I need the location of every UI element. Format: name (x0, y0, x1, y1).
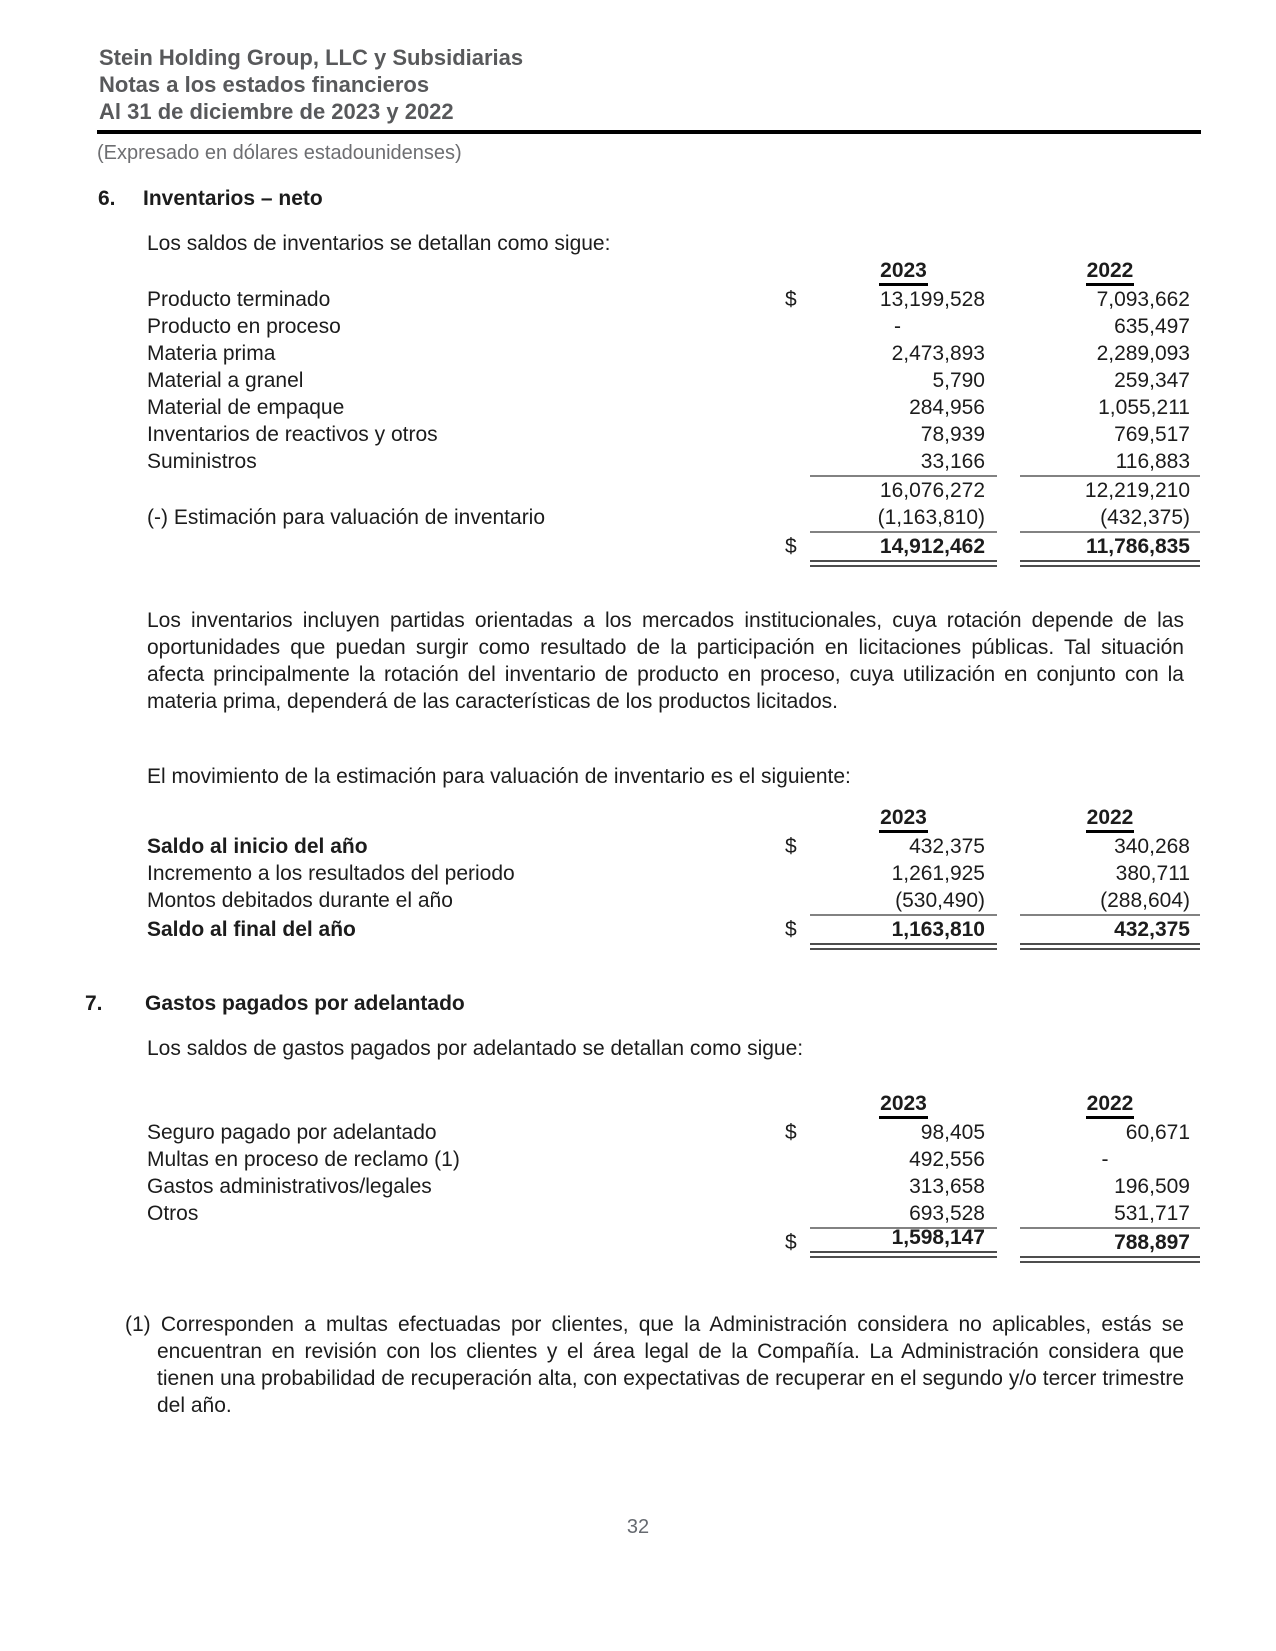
year-2023-header-cell (810, 804, 997, 833)
doc-subtitle: (Expresado en dólares estadounidenses) (97, 142, 462, 164)
row-label: Materia prima (147, 342, 276, 365)
table-row (147, 394, 1276, 421)
doc-title-line3: Al 31 de diciembre de 2023 y 2022 (99, 99, 454, 124)
value-2022: 635,497 (1114, 315, 1190, 338)
total-row (147, 916, 1276, 950)
section-6-title: Inventarios – neto (143, 187, 323, 210)
row-label: Inventarios de reactivos y otros (147, 423, 438, 446)
inventory-paragraph: Los inventarios incluyen partidas orientadas a los mercados institucionales, cuya rotación depende de las oportunidades que puedan surgir como resultado de la participación en licitaciones públicas. Tal situación afecta principalmente la rotación del inventario de producto en proceso, cuya utilización en conjunto con la materia prima, dependerá de las características de los productos licitados. (147, 609, 1184, 713)
row-label: Seguro pagado por adelantado (147, 1121, 437, 1144)
doc-title-line2: Notas a los estados financieros (99, 72, 430, 97)
value-2023: 313,658 (909, 1175, 985, 1198)
value-2023: 693,528 (810, 1200, 997, 1229)
row-label: Material a granel (147, 369, 304, 392)
year-2022-header-cell (1020, 1090, 1200, 1119)
section-6-number: 6. (98, 187, 116, 210)
value-2023: 5,790 (932, 369, 985, 392)
table-row (147, 860, 1276, 887)
currency-symbol: $ (785, 1231, 797, 1254)
header-rule (97, 130, 1201, 134)
value-2022: 7,093,662 (1096, 288, 1190, 311)
row-label: Producto en proceso (147, 315, 341, 338)
total-2022: 788,897 (1020, 1229, 1200, 1263)
currency-symbol: $ (785, 835, 797, 858)
total-2022: 432,375 (1020, 916, 1200, 950)
prepaid-table (147, 1090, 1276, 1263)
footnote (125, 1311, 1184, 1419)
value-2022: 380,711 (1115, 862, 1190, 885)
table-row (147, 340, 1276, 367)
table-row (147, 1200, 1276, 1229)
table-row (147, 421, 1276, 448)
total-row (147, 1226, 1276, 1263)
value-2022: - (1101, 1148, 1109, 1171)
currency-symbol: $ (785, 1121, 797, 1144)
inventory-table (147, 257, 1276, 567)
row-label: Incremento a los resultados del periodo (147, 862, 515, 885)
year-2023-header: 2023 (879, 259, 928, 286)
year-2022-header: 2022 (1086, 259, 1135, 286)
table-row (147, 1119, 1276, 1146)
section-7-number: 7. (85, 992, 103, 1015)
value-2022: (432,375) (1020, 504, 1200, 533)
value-2023: 78,939 (920, 423, 985, 446)
currency-symbol: $ (785, 288, 797, 311)
table-row (147, 448, 1276, 477)
value-2022: 60,671 (1125, 1121, 1190, 1144)
movement-table (147, 804, 1276, 950)
year-2022-header-cell (1020, 257, 1200, 286)
table-row (147, 887, 1276, 916)
value-2022: 531,717 (1020, 1200, 1200, 1229)
page-number: 32 (626, 1516, 650, 1538)
section-7-intro: Los saldos de gastos pagados por adelantado se detallan como sigue: (147, 1037, 804, 1060)
currency-symbol: $ (785, 535, 797, 558)
table-header-row (147, 1090, 1276, 1119)
row-label: Otros (147, 1202, 199, 1225)
row-label: Suministros (147, 450, 257, 473)
row-label: Saldo al final del año (147, 918, 356, 941)
table-row (147, 286, 1276, 313)
value-2023: 33,166 (810, 448, 997, 477)
value-2023: 2,473,893 (891, 342, 985, 365)
value-2023: 432,375 (909, 835, 985, 858)
value-2022: (288,604) (1020, 887, 1200, 916)
row-label: Material de empaque (147, 396, 345, 419)
footnote-text: Corresponden a multas efectuadas por clientes, que la Administración considera no aplicables, estás se encuentran en revisión con los clientes y el área legal de la Compañía. La Administración considera que tienen una probabilidad de recuperación alta, con expectativas de recuperar en el segundo y/o tercer trimestre del año. (157, 1313, 1184, 1417)
footnote-marker: (1) (125, 1313, 151, 1336)
value-2023: - (894, 315, 901, 338)
total-2023: 14,912,462 (810, 533, 997, 567)
table-row (147, 1173, 1276, 1200)
value-2023: 16,076,272 (879, 479, 985, 502)
section-7-heading (85, 990, 1276, 1017)
value-2023: (1,163,810) (810, 504, 997, 533)
value-2022: 1,055,211 (1098, 396, 1190, 419)
row-label: (-) Estimación para valuación de inventario (147, 506, 546, 529)
table-row (147, 504, 1276, 533)
total-2022: 11,786,835 (1020, 533, 1200, 567)
value-2022: 116,883 (1020, 448, 1200, 477)
table-row (147, 313, 1276, 340)
table-row (147, 1146, 1276, 1173)
value-2023: 284,956 (909, 396, 985, 419)
total-2023: 1,163,810 (810, 916, 997, 950)
table-row (147, 367, 1276, 394)
row-label: Producto terminado (147, 288, 331, 311)
year-2023-header-cell (810, 257, 997, 286)
value-2023: 1,261,925 (891, 862, 985, 885)
value-2022: 12,219,210 (1084, 479, 1190, 502)
row-label: Gastos administrativos/legales (147, 1175, 432, 1198)
table-header-row (147, 257, 1276, 286)
value-2022: 2,289,093 (1096, 342, 1190, 365)
value-2022: 340,268 (1114, 835, 1190, 858)
value-2023: 98,405 (920, 1121, 985, 1144)
value-2023: (530,490) (810, 887, 997, 916)
year-2022-header: 2022 (1086, 806, 1135, 833)
value-2022: 196,509 (1114, 1175, 1190, 1198)
value-2022: 259,347 (1114, 369, 1190, 392)
value-2023: 492,556 (909, 1148, 985, 1171)
section-6-heading (98, 185, 1276, 212)
doc-header (99, 44, 1276, 125)
year-2023-header-cell (810, 1090, 997, 1119)
year-2022-header: 2022 (1086, 1092, 1135, 1119)
total-2023: 1,598,147 (810, 1224, 997, 1258)
row-label: Multas en proceso de reclamo (1) (147, 1148, 460, 1171)
row-label: Montos debitados durante el año (147, 889, 453, 912)
year-2023-header: 2023 (879, 806, 928, 833)
value-2022: 769,517 (1114, 423, 1190, 446)
movement-intro: El movimiento de la estimación para valuación de inventario es el siguiente: (147, 765, 851, 788)
doc-title-line1: Stein Holding Group, LLC y Subsidiarias (99, 45, 524, 70)
subtotal-row (147, 477, 1276, 504)
currency-symbol: $ (785, 918, 797, 941)
total-row (147, 533, 1276, 567)
table-header-row (147, 804, 1276, 833)
table-row (147, 833, 1276, 860)
section-7-title: Gastos pagados por adelantado (145, 992, 465, 1015)
year-2022-header-cell (1020, 804, 1200, 833)
year-2023-header: 2023 (879, 1092, 928, 1119)
row-label: Saldo al inicio del año (147, 835, 368, 858)
value-2023: 13,199,528 (879, 288, 985, 311)
section-6-intro: Los saldos de inventarios se detallan como sigue: (147, 232, 611, 255)
